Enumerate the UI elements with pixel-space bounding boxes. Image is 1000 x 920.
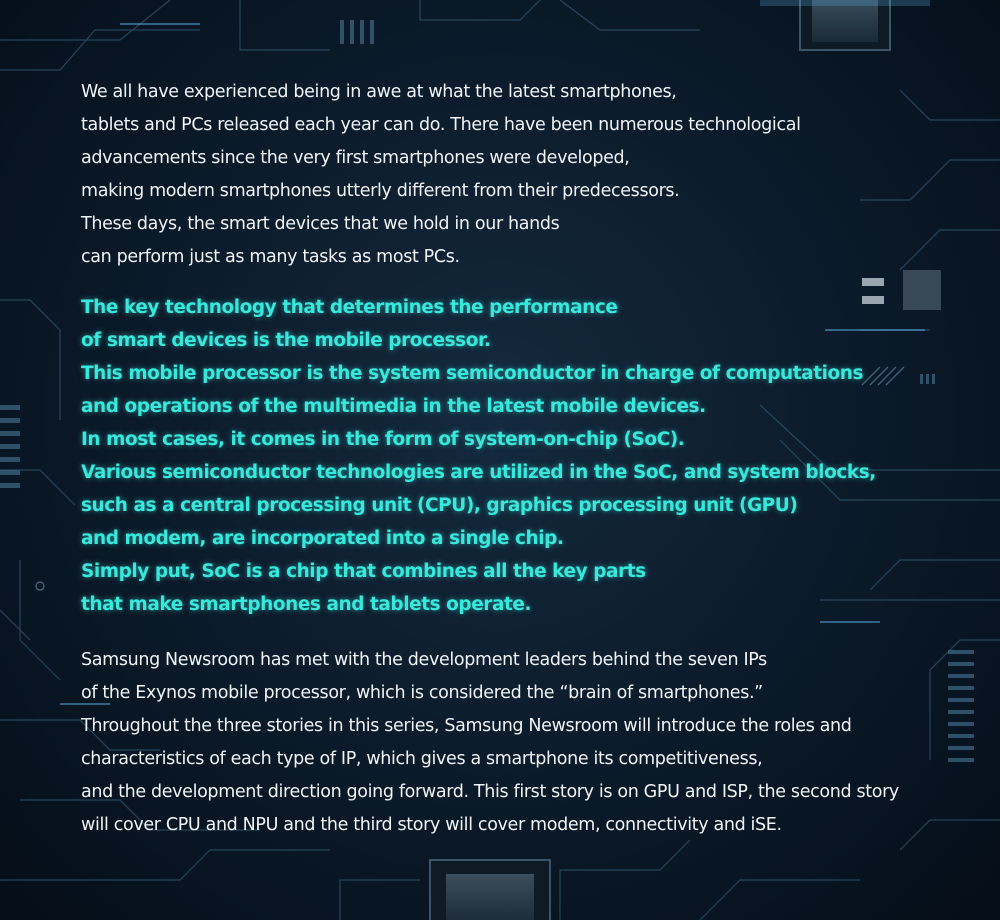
highlight-line: The key technology that determines the performance	[81, 297, 618, 318]
intro-line: tablets and PCs released each year can do. There have been numerous technological	[81, 115, 801, 135]
intro-paragraph	[81, 76, 961, 274]
highlight-line: Simply put, SoC is a chip that combines all the key parts	[81, 561, 646, 582]
highlight-line: of smart devices is the mobile processor.	[81, 330, 491, 351]
highlight-line: In most cases, it comes in the form of system-on-chip (SoC).	[81, 429, 685, 450]
intro-line: We all have experienced being in awe at what the latest smartphones,	[81, 82, 677, 102]
outro-line: will cover CPU and NPU and the third story will cover modem, connectivity and iSE.	[81, 815, 782, 835]
highlight-line: and modem, are incorporated into a single chip.	[81, 528, 564, 549]
highlight-line: This mobile processor is the system semiconductor in charge of computations	[81, 363, 864, 384]
intro-line: can perform just as many tasks as most PCs.	[81, 247, 460, 267]
highlight-line: such as a central processing unit (CPU), graphics processing unit (GPU)	[81, 495, 798, 516]
outro-line: characteristics of each type of IP, which gives a smartphone its competitiveness,	[81, 749, 763, 769]
intro-line: making modern smartphones utterly different from their predecessors.	[81, 181, 680, 201]
outro-paragraph	[81, 644, 961, 842]
intro-line: advancements since the very first smartphones were developed,	[81, 148, 630, 168]
highlight-line: Various semiconductor technologies are utilized in the SoC, and system blocks,	[81, 462, 876, 483]
outro-line: Samsung Newsroom has met with the development leaders behind the seven IPs	[81, 650, 767, 670]
outro-line: Throughout the three stories in this series, Samsung Newsroom will introduce the roles and	[81, 716, 852, 736]
highlight-paragraph	[81, 291, 961, 621]
intro-line: These days, the smart devices that we hold in our hands	[81, 214, 560, 234]
outro-line: of the Exynos mobile processor, which is considered the “brain of smartphones.”	[81, 683, 763, 703]
article-body	[81, 76, 961, 842]
highlight-line: that make smartphones and tablets operate.	[81, 594, 532, 615]
outro-line: and the development direction going forward. This first story is on GPU and ISP, the second story	[81, 782, 899, 802]
highlight-line: and operations of the multimedia in the latest mobile devices.	[81, 396, 706, 417]
